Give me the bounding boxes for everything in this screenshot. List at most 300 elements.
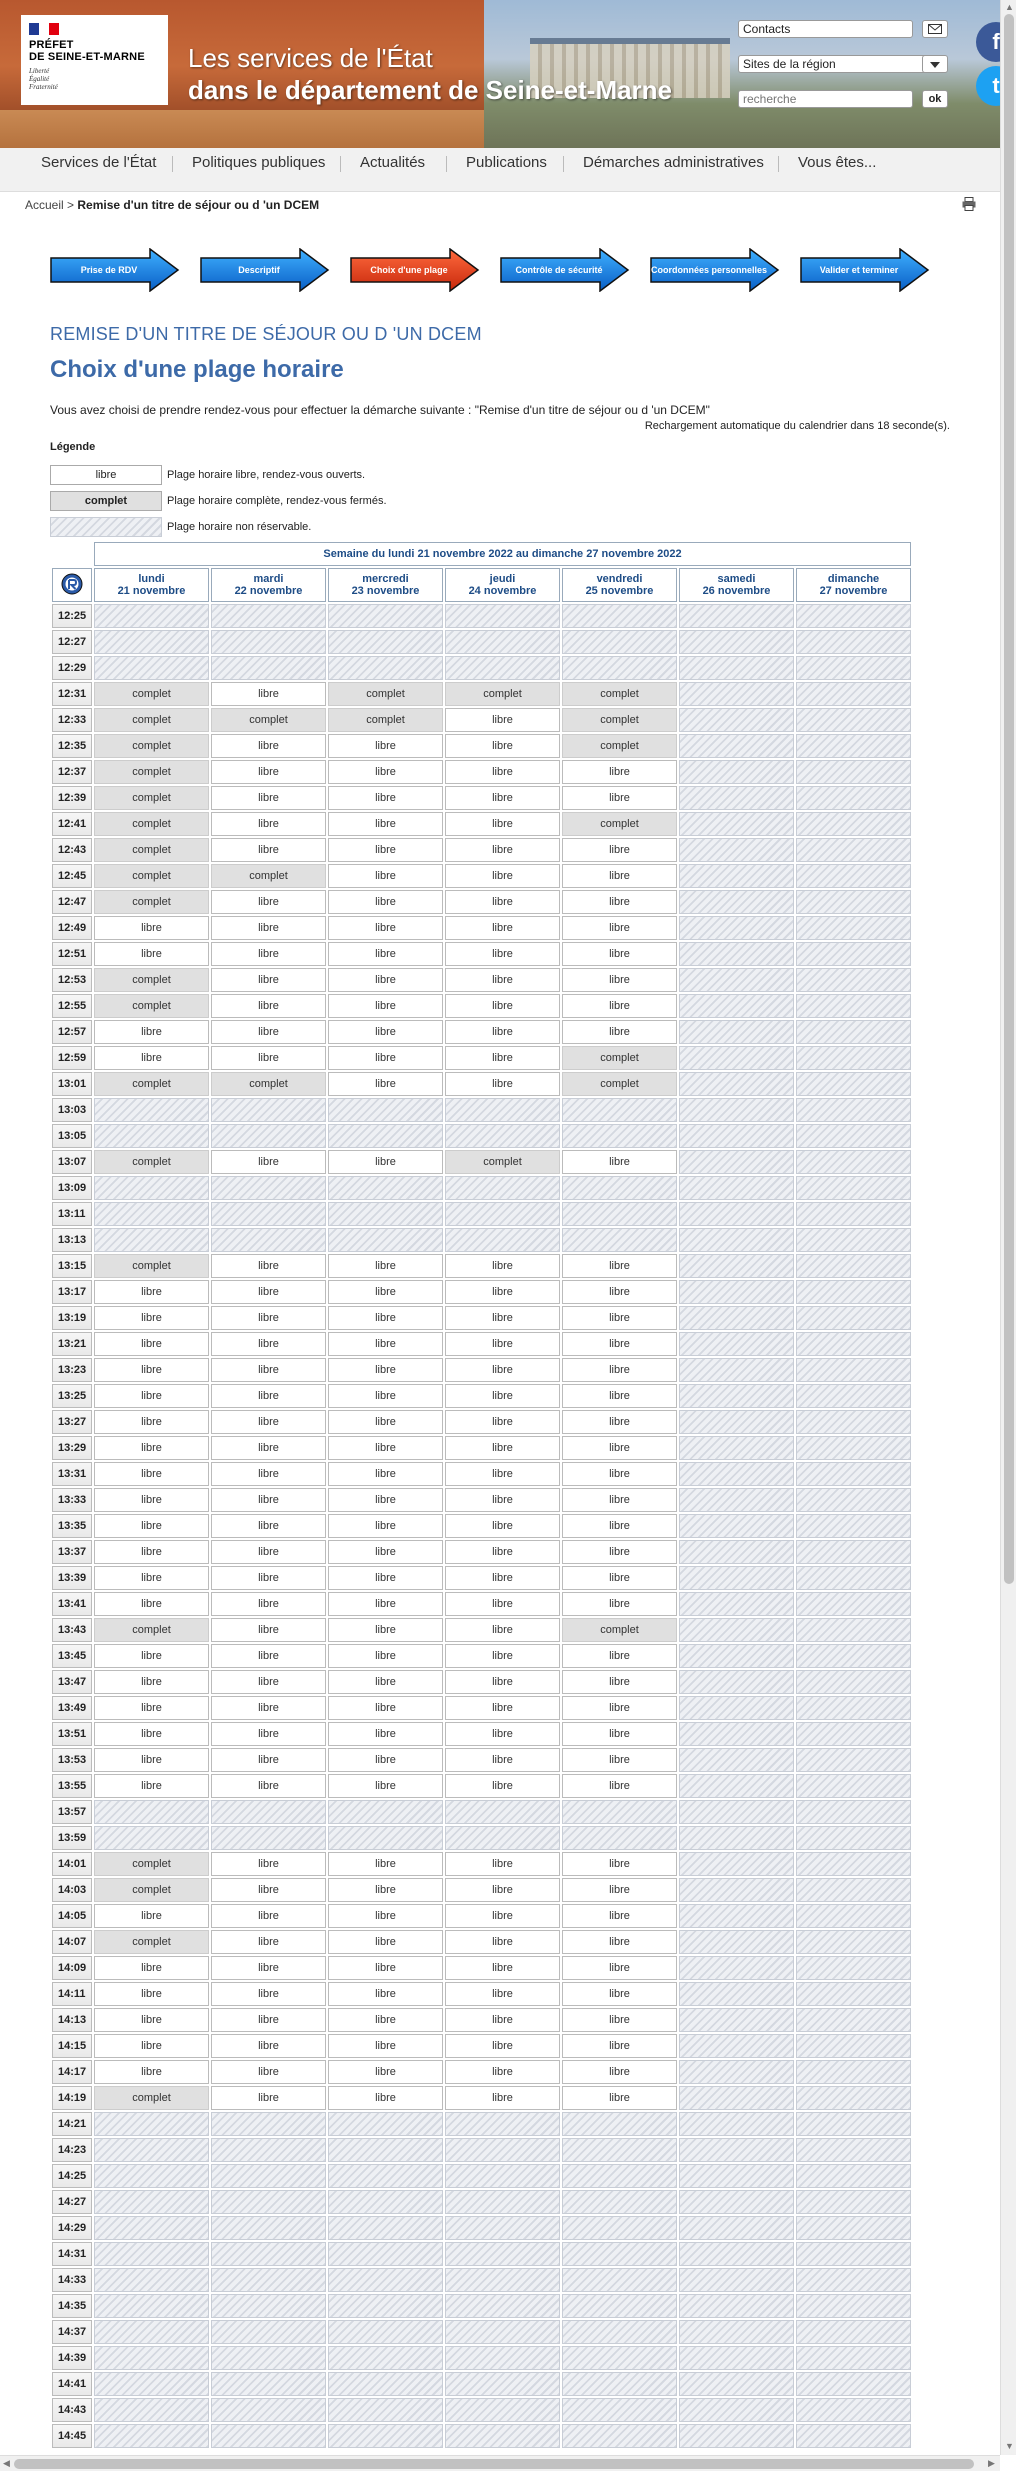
- time-label: 13:03: [52, 1098, 92, 1122]
- slot-libre[interactable]: libre: [94, 1956, 209, 1980]
- slot-libre[interactable]: libre: [211, 942, 326, 966]
- slot-libre[interactable]: libre: [328, 1748, 443, 1772]
- slot-libre[interactable]: libre: [445, 1514, 560, 1538]
- slot-libre[interactable]: libre: [211, 1956, 326, 1980]
- slot-libre[interactable]: libre: [328, 1332, 443, 1356]
- slot-libre[interactable]: libre: [445, 1462, 560, 1486]
- mail-icon[interactable]: [922, 20, 948, 38]
- slot-libre[interactable]: libre: [562, 786, 677, 810]
- chevron-down-icon[interactable]: [922, 55, 948, 73]
- slot-libre[interactable]: libre: [445, 1852, 560, 1876]
- slot-libre[interactable]: libre: [445, 1956, 560, 1980]
- slot-libre[interactable]: libre: [562, 1722, 677, 1746]
- slot-libre[interactable]: libre: [94, 1332, 209, 1356]
- slot-libre[interactable]: libre: [445, 1748, 560, 1772]
- slot-complet: complet: [94, 838, 209, 862]
- slot-libre[interactable]: libre: [562, 994, 677, 1018]
- slot-libre[interactable]: libre: [562, 916, 677, 940]
- slot-libre[interactable]: libre: [328, 1852, 443, 1876]
- slot-libre[interactable]: libre: [211, 838, 326, 862]
- slot-libre[interactable]: libre: [562, 1384, 677, 1408]
- slot-libre[interactable]: libre: [211, 2008, 326, 2032]
- slot-libre[interactable]: libre: [211, 994, 326, 1018]
- slot-libre[interactable]: libre: [328, 1384, 443, 1408]
- scroll-up-icon[interactable]: ▲: [1005, 2, 1014, 12]
- slot-complet: complet: [94, 708, 209, 732]
- slot-libre[interactable]: libre: [445, 1280, 560, 1304]
- slot-non-reservable: [211, 1098, 326, 1122]
- slot-libre[interactable]: libre: [328, 942, 443, 966]
- slot-libre[interactable]: libre: [94, 1462, 209, 1486]
- time-label: 13:49: [52, 1696, 92, 1720]
- slot-libre[interactable]: libre: [328, 1020, 443, 1044]
- slot-libre[interactable]: libre: [211, 890, 326, 914]
- slot-libre[interactable]: libre: [445, 1982, 560, 2006]
- slot-libre[interactable]: libre: [328, 1462, 443, 1486]
- slot-libre[interactable]: libre: [328, 890, 443, 914]
- time-slot-row: [52, 890, 911, 914]
- slot-libre[interactable]: libre: [211, 1150, 326, 1174]
- slot-libre[interactable]: libre: [445, 1436, 560, 1460]
- slot-libre[interactable]: libre: [562, 1410, 677, 1434]
- slot-non-reservable: [679, 2346, 794, 2370]
- slot-libre[interactable]: libre: [211, 1306, 326, 1330]
- slot-libre[interactable]: libre: [562, 1774, 677, 1798]
- time-label: 14:09: [52, 1956, 92, 1980]
- slot-libre[interactable]: libre: [211, 1904, 326, 1928]
- slot-libre[interactable]: libre: [211, 2060, 326, 2084]
- slot-libre[interactable]: libre: [94, 1670, 209, 1694]
- slot-non-reservable: [679, 1826, 794, 1850]
- time-slot-row: [52, 1228, 911, 1252]
- slot-libre[interactable]: libre: [94, 2034, 209, 2058]
- slot-libre[interactable]: libre: [211, 786, 326, 810]
- slot-non-reservable: [328, 656, 443, 680]
- time-label: 12:43: [52, 838, 92, 862]
- slot-libre[interactable]: libre: [328, 1878, 443, 1902]
- nav-demarches[interactable]: Démarches administratives: [583, 154, 764, 171]
- time-slot-row: [52, 916, 911, 940]
- slot-libre[interactable]: libre: [328, 1254, 443, 1278]
- slot-libre[interactable]: libre: [445, 838, 560, 862]
- slot-non-reservable: [445, 2398, 560, 2422]
- slot-libre[interactable]: libre: [445, 968, 560, 992]
- slot-libre[interactable]: libre: [445, 1306, 560, 1330]
- slot-libre[interactable]: libre: [562, 942, 677, 966]
- slot-libre[interactable]: libre: [328, 1046, 443, 1070]
- time-label: 14:39: [52, 2346, 92, 2370]
- slot-libre[interactable]: libre: [562, 1488, 677, 1512]
- slot-libre[interactable]: libre: [445, 1592, 560, 1616]
- site-title-line1: Les services de l'État: [188, 43, 433, 73]
- slot-non-reservable: [328, 604, 443, 628]
- slot-libre[interactable]: libre: [562, 1280, 677, 1304]
- slot-libre[interactable]: libre: [328, 1722, 443, 1746]
- slot-non-reservable: [328, 2112, 443, 2136]
- slot-libre[interactable]: libre: [211, 1540, 326, 1564]
- slot-libre[interactable]: libre: [562, 1696, 677, 1720]
- slot-libre[interactable]: libre: [562, 1306, 677, 1330]
- slot-libre[interactable]: libre: [328, 1150, 443, 1174]
- slot-libre[interactable]: libre: [562, 1748, 677, 1772]
- slot-libre[interactable]: libre: [211, 1488, 326, 1512]
- slot-non-reservable: [328, 2242, 443, 2266]
- slot-libre[interactable]: libre: [94, 1748, 209, 1772]
- slot-libre[interactable]: libre: [94, 1982, 209, 2006]
- slot-complet: complet: [94, 1930, 209, 1954]
- time-slot-row: [52, 1800, 911, 1824]
- slot-libre[interactable]: libre: [562, 1670, 677, 1694]
- slot-libre[interactable]: libre: [562, 760, 677, 784]
- slot-libre[interactable]: libre: [445, 1488, 560, 1512]
- slot-libre[interactable]: libre: [211, 1696, 326, 1720]
- slot-libre[interactable]: libre: [211, 1254, 326, 1278]
- time-slot-row: [52, 2320, 911, 2344]
- slot-libre[interactable]: libre: [328, 1280, 443, 1304]
- slot-libre[interactable]: libre: [211, 1332, 326, 1356]
- slot-libre[interactable]: libre: [94, 1280, 209, 1304]
- slot-libre[interactable]: libre: [94, 1436, 209, 1460]
- slot-non-reservable: [679, 1254, 794, 1278]
- slot-libre[interactable]: libre: [211, 682, 326, 706]
- slot-libre[interactable]: libre: [562, 2008, 677, 2032]
- slot-libre[interactable]: libre: [211, 1410, 326, 1434]
- legend-libre-desc: Plage horaire libre, rendez-vous ouverts.: [167, 469, 366, 481]
- slot-non-reservable: [796, 2294, 911, 2318]
- slot-libre[interactable]: libre: [562, 1436, 677, 1460]
- slot-libre[interactable]: libre: [328, 1488, 443, 1512]
- time-slot-row: [52, 1540, 911, 1564]
- slot-libre[interactable]: libre: [445, 1540, 560, 1564]
- nav-publications[interactable]: Publications: [466, 154, 547, 171]
- slot-libre[interactable]: libre: [94, 1592, 209, 1616]
- slot-libre[interactable]: libre: [328, 786, 443, 810]
- slot-libre[interactable]: libre: [328, 1982, 443, 2006]
- slot-libre[interactable]: libre: [445, 1566, 560, 1590]
- horizontal-scrollbar[interactable]: [0, 2455, 1000, 2471]
- time-label: 14:33: [52, 2268, 92, 2292]
- slot-libre[interactable]: libre: [94, 1384, 209, 1408]
- time-slot-row: [52, 2424, 911, 2448]
- scroll-right-icon[interactable]: ▶: [988, 2458, 995, 2468]
- vertical-scrollbar[interactable]: [1000, 0, 1016, 2455]
- slot-libre[interactable]: libre: [562, 1982, 677, 2006]
- slot-libre[interactable]: libre: [211, 1280, 326, 1304]
- slot-libre[interactable]: libre: [445, 1358, 560, 1382]
- slot-libre[interactable]: libre: [445, 1930, 560, 1954]
- slot-libre[interactable]: libre: [562, 968, 677, 992]
- slot-libre[interactable]: libre: [445, 1618, 560, 1642]
- slot-libre[interactable]: libre: [445, 1046, 560, 1070]
- facebook-icon[interactable]: f: [976, 22, 1016, 62]
- slot-libre[interactable]: libre: [94, 1488, 209, 1512]
- slot-libre[interactable]: libre: [211, 916, 326, 940]
- slot-non-reservable: [796, 968, 911, 992]
- slot-libre[interactable]: libre: [94, 1566, 209, 1590]
- slot-libre[interactable]: libre: [328, 994, 443, 1018]
- slot-libre[interactable]: libre: [94, 1358, 209, 1382]
- slot-libre[interactable]: libre: [445, 812, 560, 836]
- slot-non-reservable: [679, 2190, 794, 2214]
- slot-libre[interactable]: libre: [328, 1956, 443, 1980]
- slot-libre[interactable]: libre: [211, 1618, 326, 1642]
- slot-libre[interactable]: libre: [328, 1774, 443, 1798]
- slot-libre[interactable]: libre: [211, 1774, 326, 1798]
- time-slot-row: [52, 2060, 911, 2084]
- slot-libre[interactable]: libre: [211, 1384, 326, 1408]
- printer-icon[interactable]: [962, 197, 976, 211]
- slot-libre[interactable]: libre: [328, 1566, 443, 1590]
- slot-libre[interactable]: libre: [328, 1904, 443, 1928]
- slot-libre[interactable]: libre: [211, 1982, 326, 2006]
- search-input[interactable]: [738, 90, 913, 108]
- slot-libre[interactable]: libre: [445, 864, 560, 888]
- slot-libre[interactable]: libre: [562, 1462, 677, 1486]
- slot-libre[interactable]: libre: [445, 1696, 560, 1720]
- slot-libre[interactable]: libre: [94, 1020, 209, 1044]
- slot-libre[interactable]: libre: [211, 2086, 326, 2110]
- scroll-left-icon[interactable]: ◀: [3, 2458, 10, 2468]
- slot-non-reservable: [796, 1982, 911, 2006]
- slot-libre[interactable]: libre: [328, 968, 443, 992]
- slot-libre[interactable]: libre: [445, 1254, 560, 1278]
- slot-libre[interactable]: libre: [562, 1254, 677, 1278]
- slot-libre[interactable]: libre: [94, 1046, 209, 1070]
- slot-libre[interactable]: libre: [211, 1748, 326, 1772]
- nav-services-etat[interactable]: Services de l'État: [41, 154, 157, 171]
- slot-libre[interactable]: libre: [211, 1592, 326, 1616]
- slot-libre[interactable]: libre: [211, 968, 326, 992]
- slot-libre[interactable]: libre: [211, 1046, 326, 1070]
- scroll-down-icon[interactable]: ▼: [1005, 2441, 1014, 2451]
- slot-libre[interactable]: libre: [445, 1020, 560, 1044]
- slot-non-reservable: [796, 2008, 911, 2032]
- slot-libre[interactable]: libre: [94, 1696, 209, 1720]
- prefet-logo[interactable]: [21, 15, 168, 105]
- slot-libre[interactable]: libre: [562, 2034, 677, 2058]
- slot-libre[interactable]: libre: [562, 1592, 677, 1616]
- slot-libre[interactable]: libre: [94, 2008, 209, 2032]
- slot-libre[interactable]: libre: [211, 1566, 326, 1590]
- slot-libre[interactable]: libre: [562, 1540, 677, 1564]
- slot-libre[interactable]: libre: [445, 760, 560, 784]
- slot-libre[interactable]: libre: [562, 1878, 677, 1902]
- slot-libre[interactable]: libre: [445, 2060, 560, 2084]
- slot-non-reservable: [796, 1150, 911, 1174]
- slot-libre[interactable]: libre: [211, 1462, 326, 1486]
- slot-libre[interactable]: libre: [328, 1072, 443, 1096]
- slot-non-reservable: [679, 2242, 794, 2266]
- slot-libre[interactable]: libre: [328, 2008, 443, 2032]
- slot-libre[interactable]: libre: [328, 1540, 443, 1564]
- slot-libre[interactable]: libre: [211, 1722, 326, 1746]
- slot-libre[interactable]: libre: [211, 812, 326, 836]
- slot-libre[interactable]: libre: [211, 760, 326, 784]
- slot-libre[interactable]: libre: [94, 1774, 209, 1798]
- slot-libre[interactable]: libre: [94, 1904, 209, 1928]
- slot-libre[interactable]: libre: [211, 1670, 326, 1694]
- slot-libre[interactable]: libre: [562, 1566, 677, 1590]
- slot-non-reservable: [679, 2034, 794, 2058]
- slot-libre[interactable]: libre: [328, 1618, 443, 1642]
- slot-libre[interactable]: libre: [211, 1358, 326, 1382]
- time-slot-row: [52, 1280, 911, 1304]
- slot-libre[interactable]: libre: [328, 760, 443, 784]
- slot-libre[interactable]: libre: [562, 1956, 677, 1980]
- slot-libre[interactable]: libre: [562, 1644, 677, 1668]
- slot-libre[interactable]: libre: [94, 942, 209, 966]
- slot-libre[interactable]: libre: [445, 1384, 560, 1408]
- slot-libre[interactable]: libre: [445, 1774, 560, 1798]
- breadcrumb-home[interactable]: Accueil: [25, 198, 64, 212]
- slot-non-reservable: [796, 604, 911, 628]
- time-label: 13:21: [52, 1332, 92, 1356]
- site-title[interactable]: [188, 42, 672, 106]
- slot-libre[interactable]: libre: [211, 1020, 326, 1044]
- slot-libre[interactable]: libre: [445, 1670, 560, 1694]
- twitter-icon[interactable]: t: [976, 66, 1016, 106]
- sites-region-select[interactable]: Sites de la région: [738, 55, 928, 73]
- slot-libre[interactable]: libre: [328, 2034, 443, 2058]
- slot-non-reservable: [94, 604, 209, 628]
- step-label: Valider et terminer: [819, 265, 899, 275]
- slot-complet: complet: [211, 708, 326, 732]
- step-controle-securite: [500, 248, 630, 292]
- slot-libre[interactable]: libre: [94, 916, 209, 940]
- slot-libre[interactable]: libre: [445, 708, 560, 732]
- slot-libre[interactable]: libre: [562, 1150, 677, 1174]
- slot-libre[interactable]: libre: [211, 1930, 326, 1954]
- slot-libre[interactable]: libre: [328, 1306, 443, 1330]
- time-slot-row: [52, 1488, 911, 1512]
- slot-libre[interactable]: libre: [445, 1332, 560, 1356]
- slot-libre[interactable]: libre: [328, 734, 443, 758]
- day-date: 22 novembre: [234, 585, 303, 597]
- slot-libre[interactable]: libre: [328, 1930, 443, 1954]
- slot-non-reservable: [211, 1826, 326, 1850]
- slot-libre[interactable]: libre: [94, 1306, 209, 1330]
- slot-libre[interactable]: libre: [211, 1644, 326, 1668]
- scrollbar-thumb[interactable]: [1004, 14, 1014, 1584]
- slot-complet: complet: [94, 786, 209, 810]
- slot-libre[interactable]: libre: [328, 1670, 443, 1694]
- slot-libre[interactable]: libre: [94, 1410, 209, 1434]
- slot-libre[interactable]: libre: [562, 1852, 677, 1876]
- slot-libre[interactable]: libre: [562, 1930, 677, 1954]
- slot-non-reservable: [562, 2216, 677, 2240]
- slot-libre[interactable]: libre: [445, 2008, 560, 2032]
- slot-libre[interactable]: libre: [94, 1644, 209, 1668]
- slot-libre[interactable]: libre: [328, 916, 443, 940]
- slot-libre[interactable]: libre: [328, 1410, 443, 1434]
- slot-libre[interactable]: libre: [445, 1072, 560, 1096]
- slot-libre[interactable]: libre: [445, 1410, 560, 1434]
- slot-libre[interactable]: libre: [445, 1904, 560, 1928]
- slot-libre[interactable]: libre: [328, 812, 443, 836]
- slot-non-reservable: [211, 2294, 326, 2318]
- slot-libre[interactable]: libre: [445, 916, 560, 940]
- slot-non-reservable: [796, 1410, 911, 1434]
- slot-libre[interactable]: libre: [445, 1722, 560, 1746]
- slot-libre[interactable]: libre: [211, 734, 326, 758]
- slot-libre[interactable]: libre: [328, 2086, 443, 2110]
- slot-complet: complet: [328, 682, 443, 706]
- slot-libre[interactable]: libre: [211, 1436, 326, 1460]
- legend-complet-desc: Plage horaire complète, rendez-vous fermés.: [167, 495, 387, 507]
- slot-libre[interactable]: libre: [328, 838, 443, 862]
- slot-libre[interactable]: libre: [562, 1514, 677, 1538]
- slot-libre[interactable]: libre: [94, 1722, 209, 1746]
- slot-libre[interactable]: libre: [211, 2034, 326, 2058]
- slot-libre[interactable]: libre: [328, 2060, 443, 2084]
- slot-libre[interactable]: libre: [562, 890, 677, 914]
- slot-libre[interactable]: libre: [445, 2086, 560, 2110]
- slot-non-reservable: [679, 1514, 794, 1538]
- slot-libre[interactable]: libre: [445, 734, 560, 758]
- slot-libre[interactable]: libre: [328, 1592, 443, 1616]
- slot-libre[interactable]: libre: [562, 2086, 677, 2110]
- slot-libre[interactable]: libre: [562, 864, 677, 888]
- slot-non-reservable: [679, 942, 794, 966]
- legend-title: Légende: [50, 441, 96, 453]
- slot-libre[interactable]: libre: [211, 1852, 326, 1876]
- slot-libre[interactable]: libre: [328, 1696, 443, 1720]
- slot-libre[interactable]: libre: [562, 1904, 677, 1928]
- search-button[interactable]: ok: [922, 90, 948, 108]
- nav-politiques-publiques[interactable]: Politiques publiques: [192, 154, 326, 171]
- slot-libre[interactable]: libre: [328, 1644, 443, 1668]
- slot-libre[interactable]: libre: [445, 2034, 560, 2058]
- slot-libre[interactable]: libre: [328, 1514, 443, 1538]
- time-slot-row: [52, 2190, 911, 2214]
- slot-libre[interactable]: libre: [445, 1644, 560, 1668]
- slot-non-reservable: [562, 2112, 677, 2136]
- slot-libre[interactable]: libre: [445, 786, 560, 810]
- slot-non-reservable: [445, 2112, 560, 2136]
- contacts-link[interactable]: Contacts: [738, 20, 913, 38]
- slot-non-reservable: [679, 656, 794, 680]
- slot-libre[interactable]: libre: [562, 2060, 677, 2084]
- time-label: 13:05: [52, 1124, 92, 1148]
- slot-libre[interactable]: libre: [94, 1514, 209, 1538]
- slot-libre[interactable]: libre: [562, 838, 677, 862]
- slot-libre[interactable]: libre: [562, 1358, 677, 1382]
- scrollbar-thumb[interactable]: [14, 2459, 974, 2469]
- slot-libre[interactable]: libre: [328, 1436, 443, 1460]
- slot-libre[interactable]: libre: [445, 942, 560, 966]
- slot-libre[interactable]: libre: [94, 1540, 209, 1564]
- slot-libre[interactable]: libre: [211, 1878, 326, 1902]
- slot-libre[interactable]: libre: [211, 1514, 326, 1538]
- nav-vous-etes[interactable]: Vous êtes...: [798, 154, 877, 171]
- slot-libre[interactable]: libre: [562, 1332, 677, 1356]
- slot-libre[interactable]: libre: [562, 1020, 677, 1044]
- day-name: lundi: [138, 573, 165, 585]
- time-label: 13:23: [52, 1358, 92, 1382]
- slot-libre[interactable]: libre: [445, 994, 560, 1018]
- time-label: 12:47: [52, 890, 92, 914]
- slot-libre[interactable]: libre: [94, 2060, 209, 2084]
- slot-non-reservable: [796, 1670, 911, 1694]
- nav-actualites[interactable]: Actualités: [360, 154, 426, 171]
- slot-libre[interactable]: libre: [328, 1358, 443, 1382]
- slot-non-reservable: [211, 2164, 326, 2188]
- slot-libre[interactable]: libre: [445, 890, 560, 914]
- slot-non-reservable: [445, 2424, 560, 2448]
- slot-libre[interactable]: libre: [445, 1878, 560, 1902]
- slot-non-reservable: [211, 1228, 326, 1252]
- slot-libre[interactable]: libre: [328, 864, 443, 888]
